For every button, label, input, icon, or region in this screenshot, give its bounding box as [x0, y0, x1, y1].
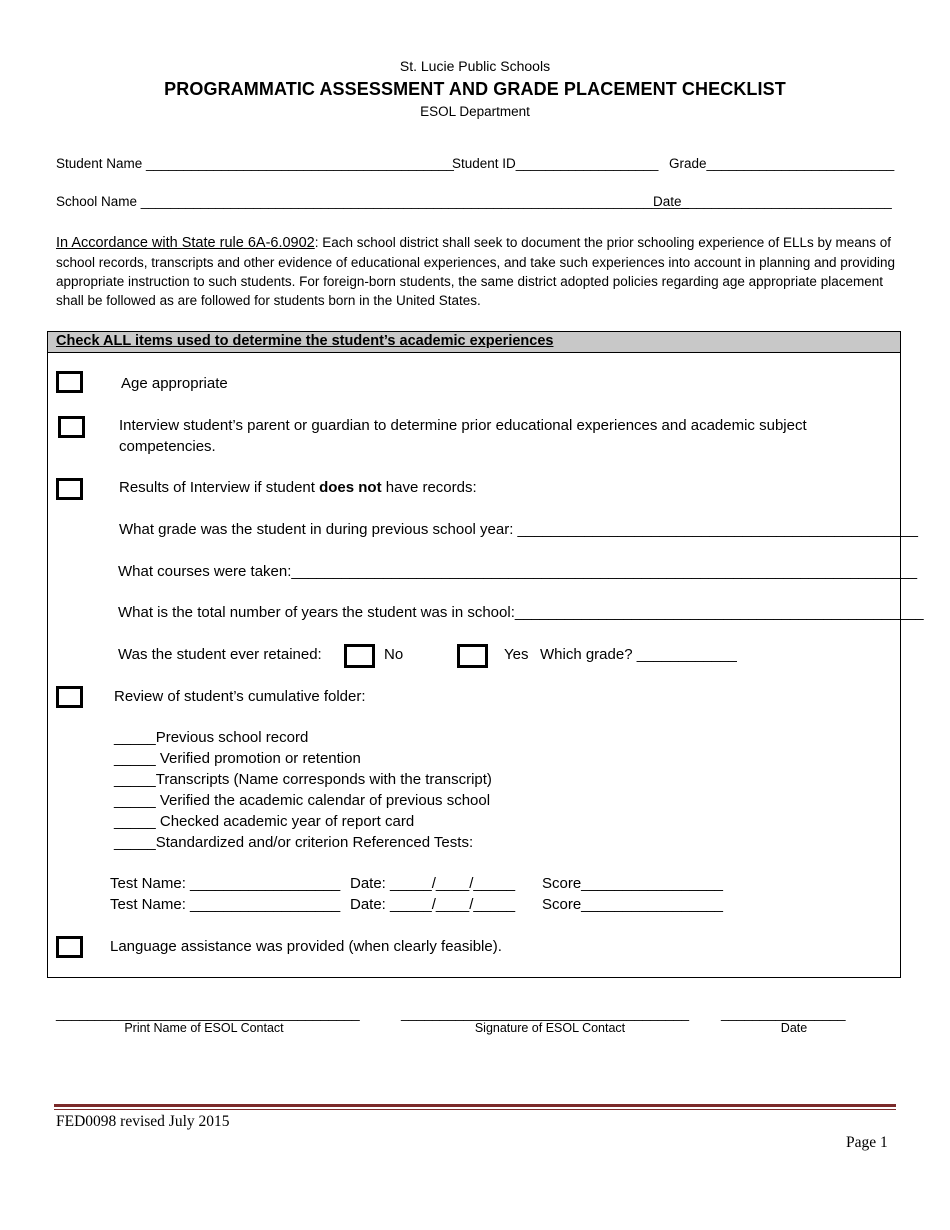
courses-taken-question[interactable]: What courses were taken:___________________________________________________________________________ [118, 563, 918, 580]
state-rule-paragraph [56, 233, 896, 310]
print-name-line[interactable]: _______________________________________ [56, 1005, 360, 1021]
page-number: Page 1 [846, 1134, 888, 1151]
age-appropriate-label: Age appropriate [121, 375, 228, 392]
folder-item-previous-record[interactable]: _____Previous school record [114, 729, 309, 746]
interview-label-line1: Interview student’s parent or guardian to determine prior educational experiences and academic subject [119, 417, 807, 434]
test-1-date-field[interactable]: Date: _____/____/_____ [350, 875, 516, 892]
date-field[interactable]: Date____________________________ [653, 194, 892, 209]
folder-item-transcripts[interactable]: _____Transcripts (Name corresponds with the transcript) [114, 771, 492, 788]
student-name-field[interactable]: Student Name _________________________________________ [56, 156, 454, 171]
retained-yes-checkbox[interactable] [457, 644, 488, 668]
interview-results-checkbox[interactable] [56, 478, 83, 500]
student-id-field[interactable]: Student ID___________________ [452, 156, 659, 171]
years-in-school-question[interactable]: What is the total number of years the student was in school:_________________________________________________ [118, 604, 924, 621]
folder-item-standardized-tests[interactable]: _____Standardized and/or criterion Referenced Tests: [114, 834, 474, 851]
signature-caption: Signature of ESOL Contact [474, 1021, 626, 1035]
date-caption: Date [780, 1021, 808, 1035]
folder-item-promotion[interactable]: _____ Verified promotion or retention [114, 750, 361, 767]
school-name-field[interactable]: School Name _________________________________________________________________________ [56, 194, 689, 209]
interview-label-line2: competencies. [119, 438, 216, 455]
page-title: PROGRAMMATIC ASSESSMENT AND GRADE PLACEMENT CHECKLIST [164, 79, 786, 99]
language-assistance-checkbox[interactable] [56, 936, 83, 958]
folder-item-academic-calendar[interactable]: _____ Verified the academic calendar of previous school [114, 792, 491, 809]
interview-checkbox[interactable] [58, 416, 85, 438]
cumulative-folder-label: Review of student’s cumulative folder: [114, 688, 366, 705]
which-grade-field[interactable]: Which grade? ____________ [540, 646, 737, 663]
department-name: ESOL Department [420, 104, 530, 119]
district-name: St. Lucie Public Schools [399, 58, 551, 74]
results-text-bold: does not [319, 479, 382, 496]
test-2-name-field[interactable]: Test Name: __________________ [110, 896, 341, 913]
interview-results-label [119, 479, 477, 496]
language-assistance-label: Language assistance was provided (when clearly feasible). [110, 938, 502, 955]
results-text-pre: Results of Interview if student [119, 479, 320, 496]
cumulative-folder-checkbox[interactable] [56, 686, 83, 708]
sign-date-line[interactable]: ________________ [721, 1005, 846, 1021]
checklist-heading: Check ALL items used to determine the student’s academic experiences [48, 332, 900, 353]
retained-no-label: No [384, 646, 404, 663]
state-rule-lead: In Accordance with State rule 6A-6.0902 [56, 235, 315, 251]
previous-grade-question[interactable]: What grade was the student in during previous school year: ________________________________________________ [119, 521, 918, 538]
footer-rule-thick [54, 1104, 896, 1107]
state-rule-text: : Each school district shall seek to document the prior schooling experience of ELLs by means of school records, transcripts and other evidence of educational experiences, and take such experiences into account in planning and providing appropriate instruction to such students. For foreign-born students, the same district adopted policies regarding age appropriate placement shall be followed as are followed for students born in the United States. [56, 235, 896, 308]
retained-no-checkbox[interactable] [344, 644, 375, 668]
retained-yes-label: Yes [504, 646, 529, 663]
results-text-post: have records: [381, 479, 477, 496]
test-1-name-field[interactable]: Test Name: __________________ [110, 875, 341, 892]
age-appropriate-checkbox[interactable] [56, 371, 83, 393]
form-id: FED0098 revised July 2015 [56, 1113, 230, 1130]
retained-question: Was the student ever retained: [118, 646, 322, 663]
test-2-date-field[interactable]: Date: _____/____/_____ [350, 896, 516, 913]
grade-field[interactable]: Grade_________________________ [669, 156, 895, 171]
print-name-caption: Print Name of ESOL Contact [124, 1021, 284, 1035]
test-1-score-field[interactable]: Score_________________ [542, 875, 724, 892]
test-2-score-field[interactable]: Score_________________ [542, 896, 724, 913]
footer-rule-thin [54, 1109, 896, 1110]
signature-line[interactable]: _____________________________________ [401, 1005, 690, 1021]
folder-item-report-card[interactable]: _____ Checked academic year of report card [114, 813, 415, 830]
